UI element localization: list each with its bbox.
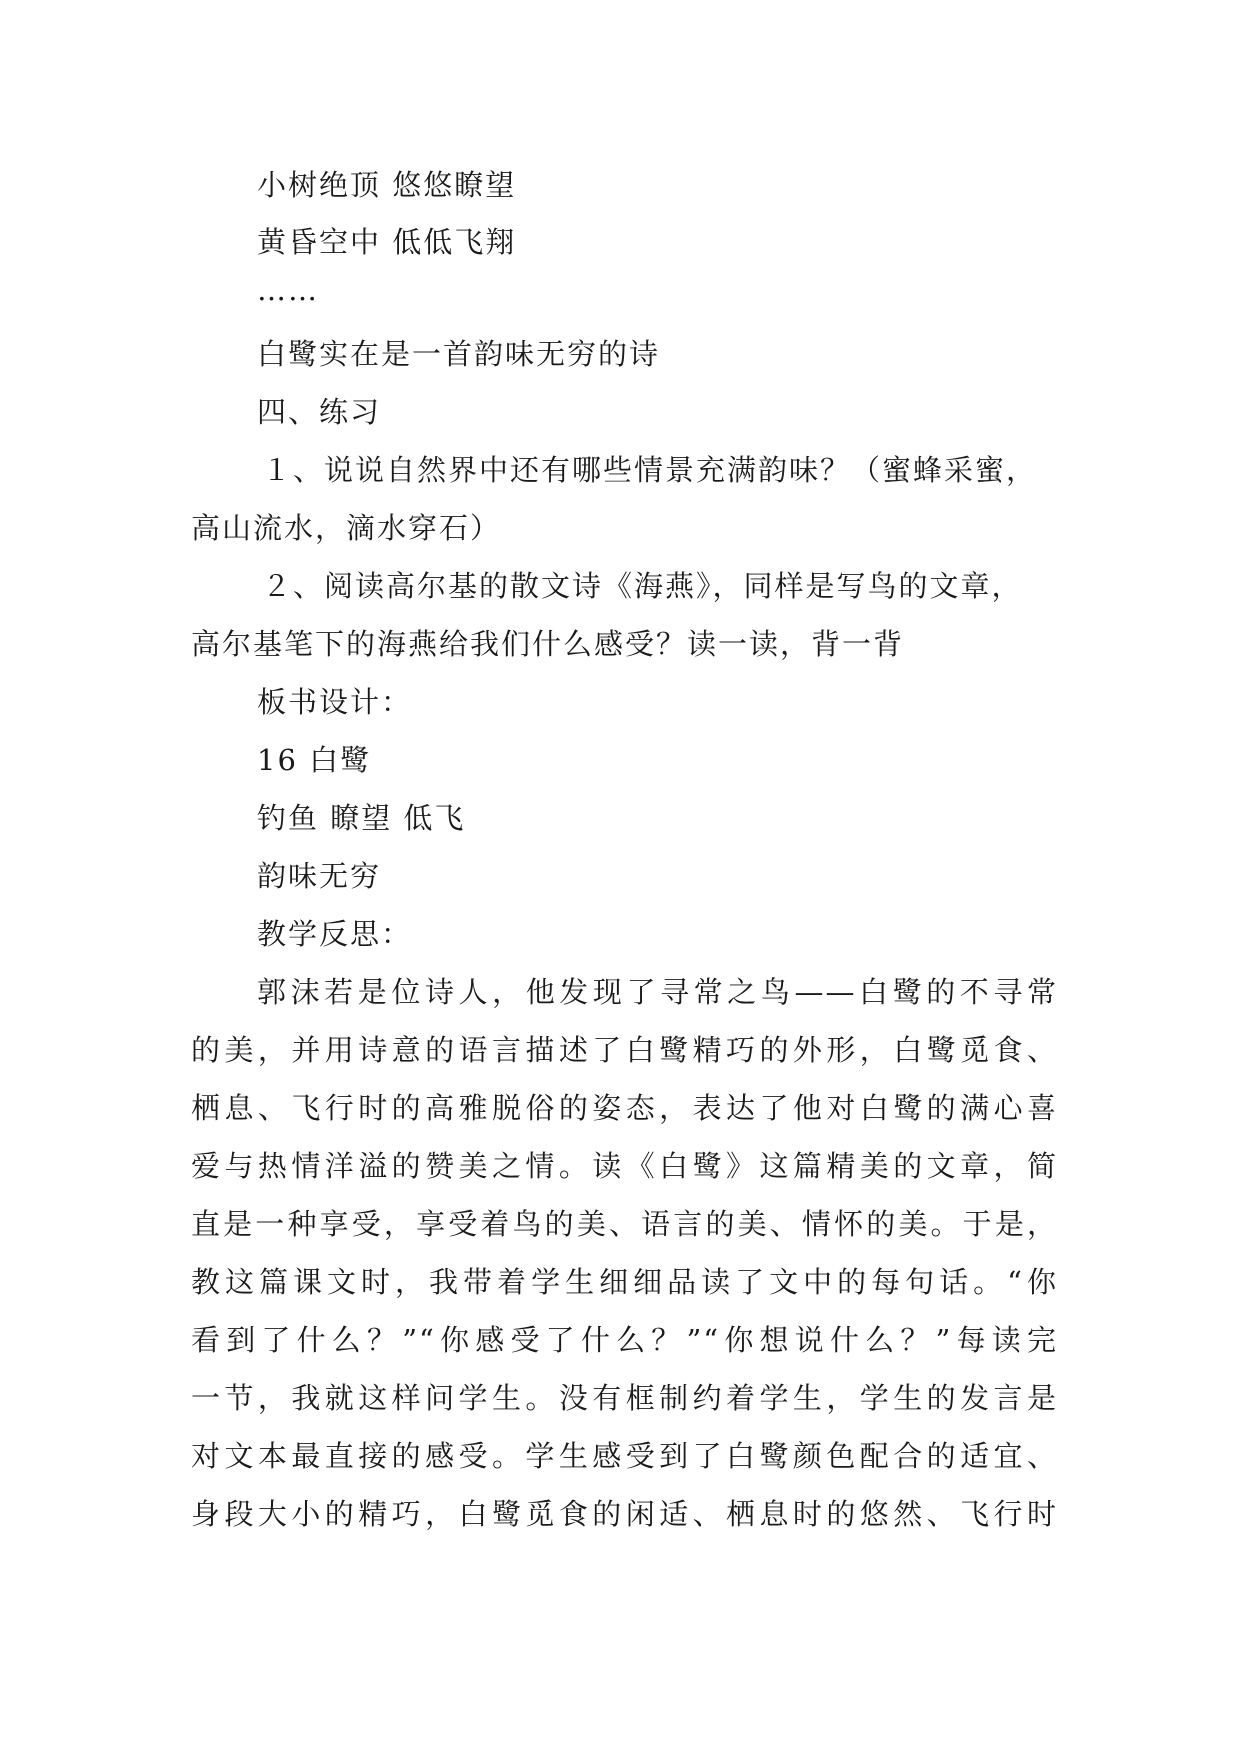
poem-line: 黄昏空中 低低飞翔 xyxy=(257,225,517,259)
board-line: 钓鱼 瞭望 低飞 xyxy=(257,801,466,835)
poem-line: 白鹭实在是一首韵味无穷的诗 xyxy=(257,337,661,371)
exercise-1-line: 高山流水，滴水穿石） xyxy=(191,511,502,545)
reflection-line: 栖息、飞行时的高雅脱俗的姿态，表达了他对白鹭的满心喜 xyxy=(191,1091,1058,1125)
reflection-line: 对文本最直接的感受。学生感受到了白鹭颜色配合的适宜、 xyxy=(191,1439,1058,1473)
board-heading: 板书设计： xyxy=(257,685,413,719)
exercise-2-line: ２、阅读高尔基的散文诗《海燕》，同样是写鸟的文章， xyxy=(262,569,1023,603)
exercise-2-line: 高尔基笔下的海燕给我们什么感受？读一读，背一背 xyxy=(191,627,905,661)
exercise-heading: 四、练习 xyxy=(257,395,382,429)
board-line: 16 白鹭 xyxy=(257,743,372,777)
exercise-1-line: １、说说自然界中还有哪些情景充满韵味？（蜜蜂采蜜， xyxy=(262,453,1038,487)
poem-line: 小树绝顶 悠悠瞭望 xyxy=(257,168,517,202)
reflection-line: 身段大小的精巧，白鹭觅食的闲适、栖息时的悠然、飞行时 xyxy=(191,1497,1058,1531)
reflection-line: 爱与热情洋溢的赞美之情。读《白鹭》这篇精美的文章，简 xyxy=(191,1149,1058,1183)
reflection-line: 一节，我就这样问学生。没有框制约着学生，学生的发言是 xyxy=(191,1381,1058,1415)
reflection-line: 的美，并用诗意的语言描述了白鹭精巧的外形，白鹭觅食、 xyxy=(191,1033,1058,1067)
reflection-line: 直是一种享受，享受着鸟的美、语言的美、情怀的美。于是， xyxy=(191,1207,1058,1241)
reflection-heading: 教学反思： xyxy=(257,917,413,951)
reflection-line: 郭沫若是位诗人，他发现了寻常之鸟——白鹭的不寻常 xyxy=(257,975,1058,1009)
board-line: 韵味无穷 xyxy=(257,859,382,893)
reflection-line: 教这篇课文时，我带着学生细细品读了文中的每句话。“你 xyxy=(191,1265,1058,1299)
ellipsis-line: …… xyxy=(257,273,319,307)
reflection-line: 看到了什么？”“你感受了什么？”“你想说什么？”每读完 xyxy=(191,1323,1058,1357)
